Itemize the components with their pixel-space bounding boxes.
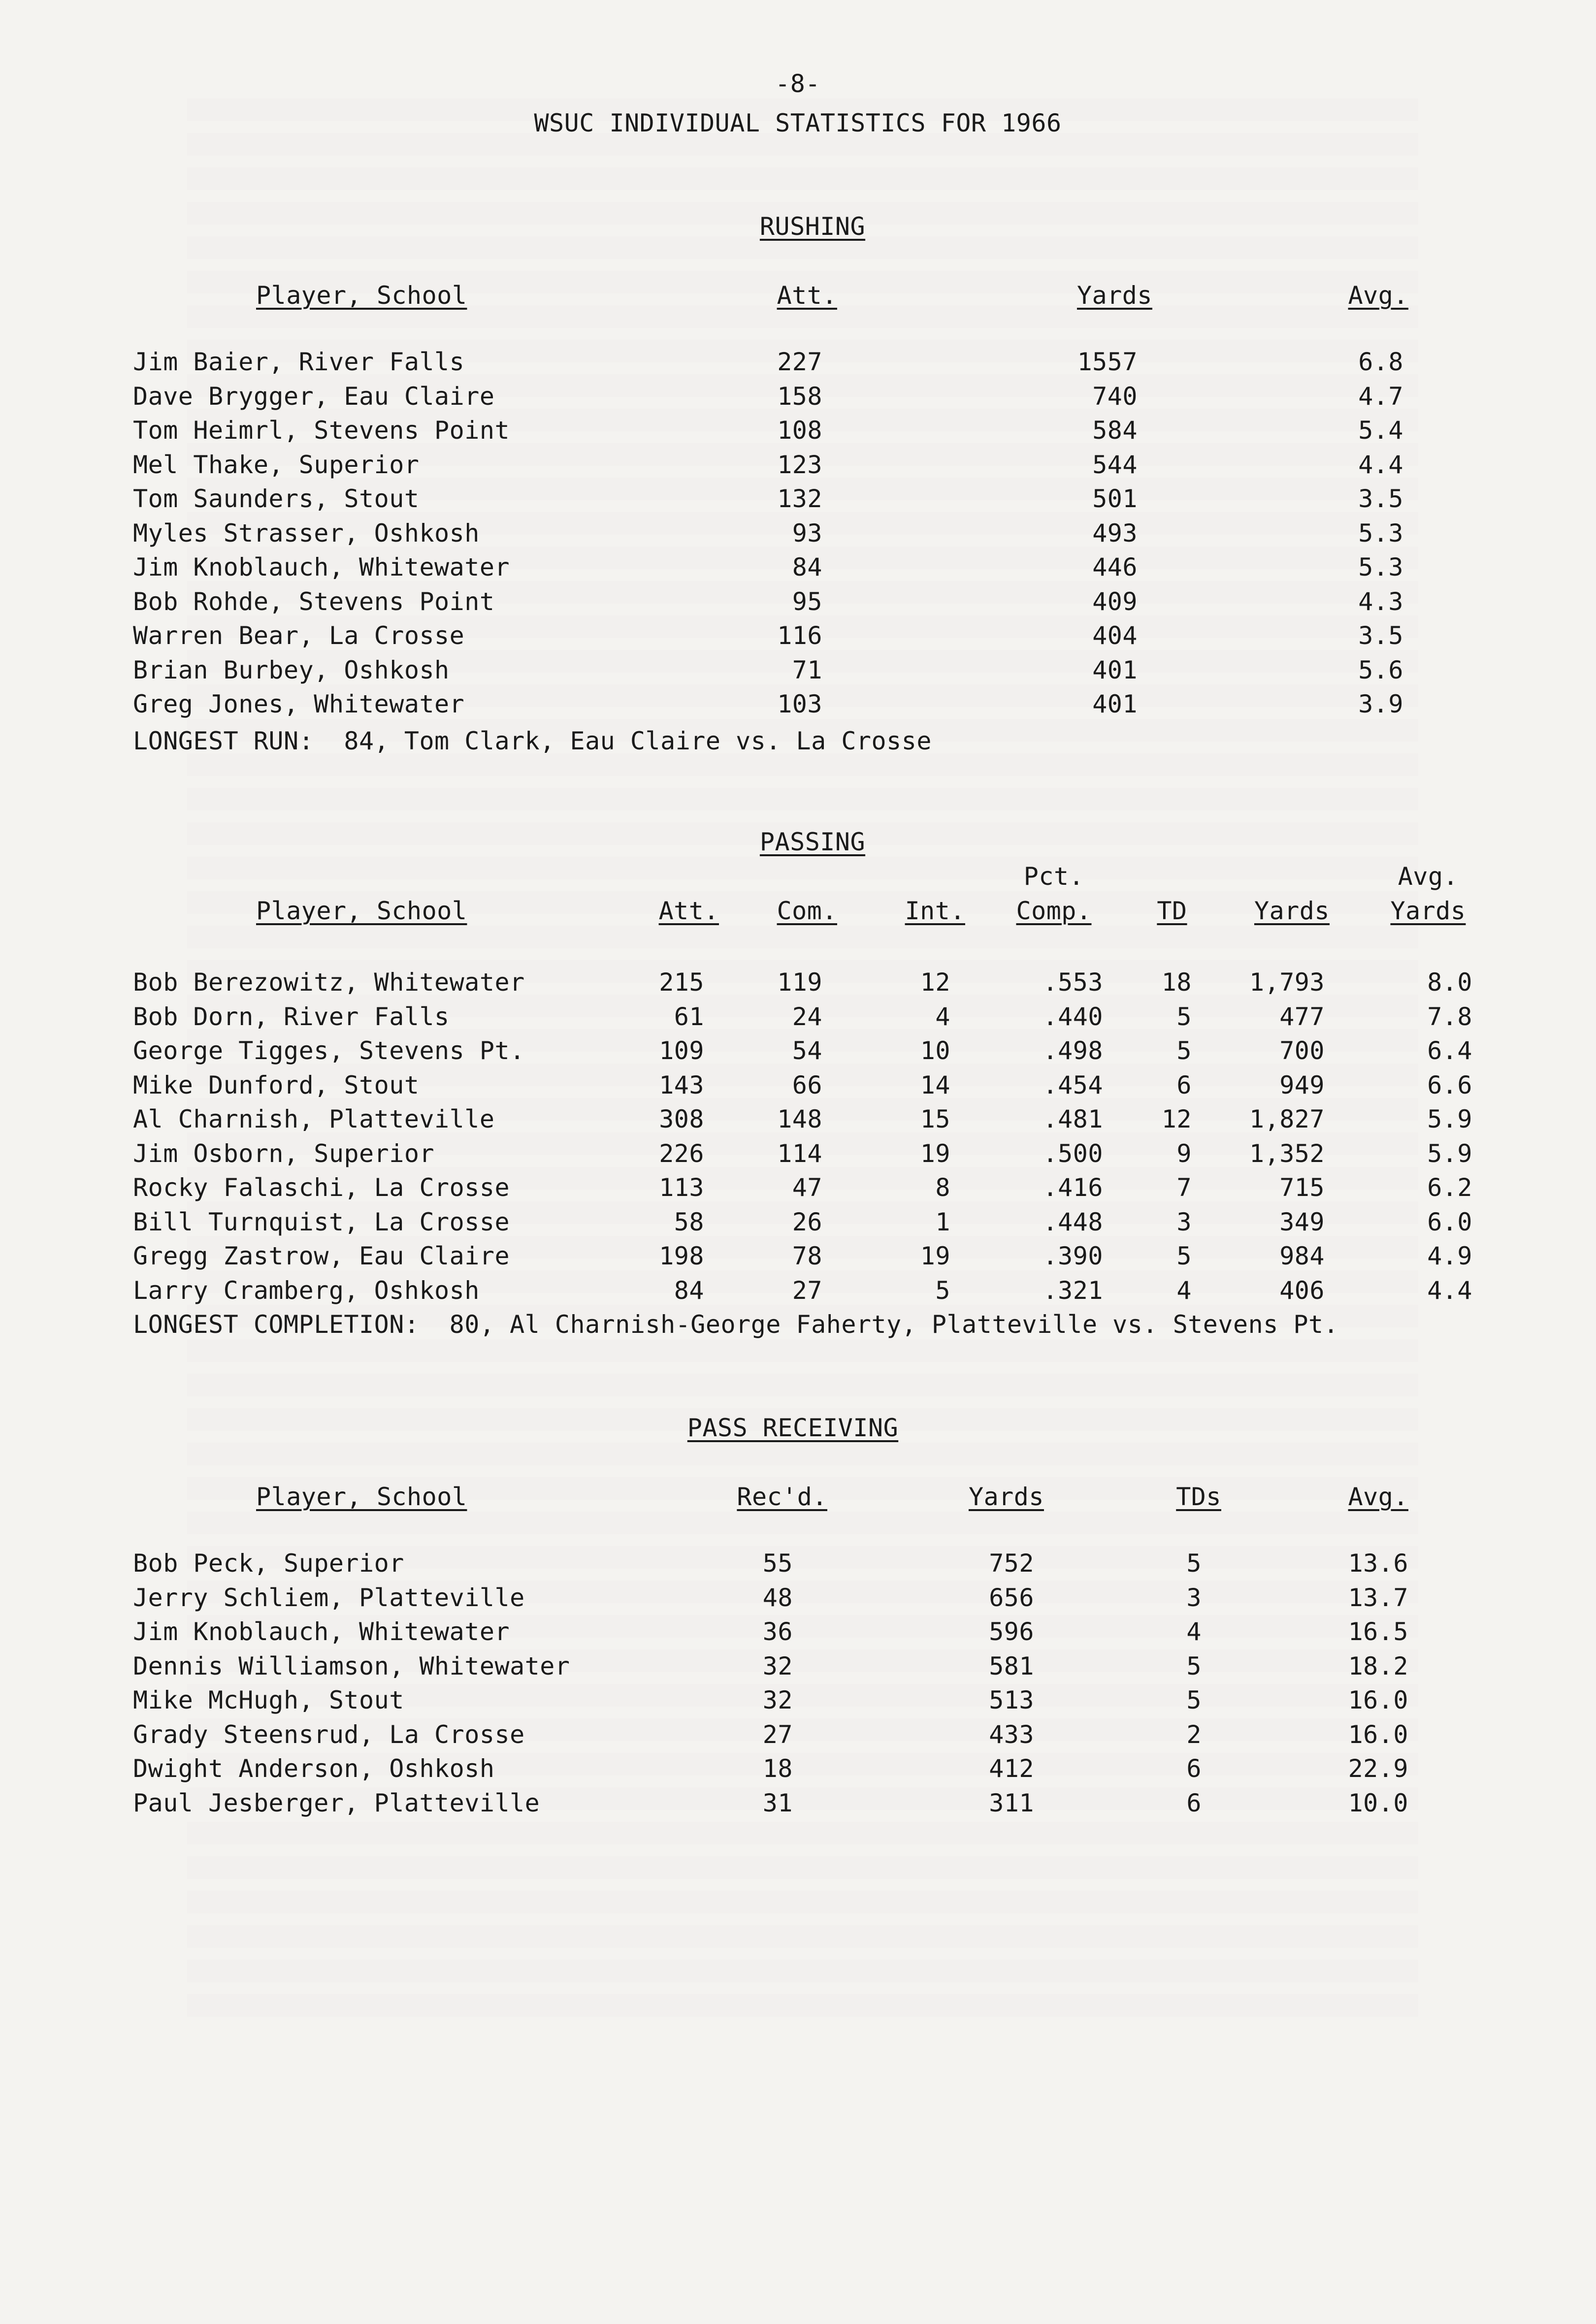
rushing-col-player: Player, School [256,281,467,310]
rushing-cell-avg: 3.5 [1358,484,1403,513]
passing-cell-avg: 6.2 [1427,1173,1472,1202]
passing-cell-pct: .416 [1042,1173,1103,1202]
passing-cell-td: 4 [1176,1276,1192,1305]
passing-cell-att: 84 [674,1276,704,1305]
receiving-cell-tds: 5 [1186,1651,1202,1680]
passing-col-yards: Yards [1254,897,1330,925]
passing-cell-pct: .321 [1042,1276,1103,1305]
passing-row-player: Larry Cramberg, Oshkosh [133,1276,480,1305]
receiving-cell-avg: 22.9 [1348,1754,1408,1783]
passing-cell-td: 12 [1161,1105,1192,1133]
rushing-row-player: Tom Heimrl, Stevens Point [133,416,510,445]
passing-cell-com: 78 [792,1242,822,1270]
passing-cell-yards: 477 [1279,1002,1325,1031]
receiving-cell-tds: 5 [1186,1686,1202,1714]
receiving-cell-yards: 412 [989,1754,1034,1783]
receiving-col-yards: Yards [968,1483,1044,1511]
receiving-row-player: Grady Steensrud, La Crosse [133,1720,525,1749]
rushing-row-player: Brian Burbey, Oshkosh [133,655,450,684]
passing-col-pct-bottom: Comp. [1016,897,1092,925]
passing-row-player: Bob Dorn, River Falls [133,1002,450,1031]
receiving-heading: PASS RECEIVING [687,1414,899,1442]
rushing-heading: RUSHING [759,212,866,241]
passing-cell-att: 215 [659,968,704,997]
rushing-cell-att: 103 [777,690,822,718]
rushing-cell-avg: 4.4 [1358,450,1403,479]
passing-cell-int: 14 [920,1070,950,1099]
passing-col-pct-top: Pct. [1023,862,1084,891]
passing-cell-avg: 4.4 [1427,1276,1472,1305]
passing-cell-pct: .498 [1042,1036,1103,1065]
rushing-cell-avg: 3.9 [1358,690,1403,718]
passing-col-player: Player, School [256,897,467,925]
rushing-cell-yards: 1557 [1077,348,1138,376]
receiving-col-player: Player, School [256,1483,467,1511]
passing-cell-com: 54 [792,1036,822,1065]
rushing-cell-yards: 404 [1092,621,1138,650]
receiving-cell-tds: 5 [1186,1549,1202,1578]
rushing-cell-yards: 544 [1092,450,1138,479]
passing-row-player: Rocky Falaschi, La Crosse [133,1173,510,1202]
rushing-cell-att: 71 [792,655,822,684]
rushing-row-player: Dave Brygger, Eau Claire [133,382,495,411]
rushing-cell-att: 116 [777,621,822,650]
passing-cell-com: 24 [792,1002,822,1031]
rushing-cell-avg: 5.4 [1358,416,1403,445]
passing-cell-avg: 5.9 [1427,1105,1472,1133]
passing-cell-avg: 6.0 [1427,1207,1472,1236]
passing-cell-pct: .553 [1042,968,1103,997]
passing-cell-td: 3 [1176,1207,1192,1236]
rushing-row-player: Tom Saunders, Stout [133,484,420,513]
passing-cell-pct: .448 [1042,1207,1103,1236]
receiving-cell-avg: 18.2 [1348,1651,1408,1680]
passing-cell-pct: .454 [1042,1070,1103,1099]
receiving-cell-avg: 10.0 [1348,1788,1408,1817]
receiving-row-player: Mike McHugh, Stout [133,1686,404,1714]
passing-cell-com: 27 [792,1276,822,1305]
receiving-row-player: Jerry Schliem, Platteville [133,1583,525,1612]
passing-col-avg-bottom: Yards [1390,897,1466,925]
passing-cell-avg: 5.9 [1427,1139,1472,1168]
passing-cell-att: 113 [659,1173,704,1202]
passing-cell-com: 66 [792,1070,822,1099]
passing-cell-td: 9 [1176,1139,1192,1168]
passing-row-player: Al Charnish, Platteville [133,1105,495,1133]
passing-col-int: Int. [905,897,965,925]
passing-cell-att: 61 [674,1002,704,1031]
receiving-cell-avg: 13.6 [1348,1549,1408,1578]
receiving-cell-yards: 311 [989,1788,1034,1817]
receiving-cell-yards: 433 [989,1720,1034,1749]
rushing-row-player: Jim Knoblauch, Whitewater [133,553,510,581]
receiving-cell-avg: 16.0 [1348,1686,1408,1714]
passing-cell-yards: 1,793 [1249,968,1325,997]
passing-cell-avg: 6.6 [1427,1070,1472,1099]
rushing-cell-att: 132 [777,484,822,513]
passing-cell-com: 26 [792,1207,822,1236]
receiving-row-player: Dwight Anderson, Oshkosh [133,1754,495,1783]
passing-cell-int: 15 [920,1105,950,1133]
passing-cell-com: 148 [777,1105,822,1133]
passing-cell-yards: 700 [1279,1036,1325,1065]
rushing-cell-yards: 401 [1092,690,1138,718]
passing-cell-avg: 6.4 [1427,1036,1472,1065]
rushing-col-yards: Yards [1076,281,1152,310]
receiving-cell-recd: 32 [762,1651,793,1680]
passing-longest: LONGEST COMPLETION: 80, Al Charnish-George Faherty, Platteville vs. Stevens Pt. [133,1310,1339,1339]
passing-cell-int: 1 [935,1207,950,1236]
receiving-cell-tds: 3 [1186,1583,1202,1612]
passing-cell-td: 18 [1161,968,1192,997]
rushing-cell-avg: 4.3 [1358,587,1403,616]
receiving-row-player: Bob Peck, Superior [133,1549,404,1578]
receiving-cell-avg: 13.7 [1348,1583,1408,1612]
passing-col-td: TD [1157,897,1187,925]
receiving-col-recd: Rec'd. [737,1483,827,1511]
passing-cell-avg: 7.8 [1427,1002,1472,1031]
passing-cell-att: 198 [659,1242,704,1270]
page-title: WSUC INDIVIDUAL STATISTICS FOR 1966 [534,109,1062,137]
passing-cell-att: 109 [659,1036,704,1065]
receiving-cell-yards: 656 [989,1583,1034,1612]
passing-cell-att: 58 [674,1207,704,1236]
rushing-cell-yards: 493 [1092,518,1138,548]
passing-cell-avg: 8.0 [1427,968,1472,997]
passing-cell-yards: 1,827 [1249,1105,1325,1133]
receiving-cell-recd: 32 [762,1686,793,1714]
receiving-cell-tds: 6 [1186,1754,1202,1783]
passing-cell-td: 5 [1176,1002,1192,1031]
rushing-cell-att: 227 [777,348,822,376]
receiving-cell-recd: 55 [762,1549,793,1578]
receiving-col-tds: TDs [1176,1483,1221,1511]
rushing-row-player: Bob Rohde, Stevens Point [133,587,495,616]
rushing-row-player: Myles Strasser, Oshkosh [133,518,480,548]
rushing-cell-yards: 501 [1092,484,1138,513]
passing-col-com: Com. [777,897,837,925]
passing-row-player: Bill Turnquist, La Crosse [133,1207,510,1236]
rushing-cell-att: 84 [792,553,822,581]
receiving-row-player: Jim Knoblauch, Whitewater [133,1617,510,1646]
rushing-cell-att: 123 [777,450,822,479]
passing-cell-pct: .481 [1042,1105,1103,1133]
passing-cell-yards: 1,352 [1249,1139,1325,1168]
rushing-cell-yards: 446 [1092,553,1138,581]
rushing-cell-yards: 740 [1092,382,1138,411]
rushing-cell-yards: 401 [1092,655,1138,684]
passing-cell-att: 226 [659,1139,704,1168]
rushing-row-player: Jim Baier, River Falls [133,348,465,376]
passing-cell-yards: 949 [1279,1070,1325,1099]
receiving-row-player: Dennis Williamson, Whitewater [133,1651,570,1680]
rushing-cell-avg: 4.7 [1358,382,1403,411]
receiving-row-player: Paul Jesberger, Platteville [133,1788,540,1817]
rushing-cell-yards: 409 [1092,587,1138,616]
passing-heading: PASSING [759,828,866,856]
receiving-cell-recd: 18 [762,1754,793,1783]
rushing-cell-avg: 3.5 [1358,621,1403,650]
rushing-cell-att: 108 [777,416,822,445]
receiving-cell-tds: 6 [1186,1788,1202,1817]
passing-cell-int: 10 [920,1036,950,1065]
receiving-cell-avg: 16.5 [1348,1617,1408,1646]
rushing-col-avg: Avg. [1348,281,1408,310]
passing-row-player: Jim Osborn, Superior [133,1139,435,1168]
receiving-cell-yards: 513 [989,1686,1034,1714]
passing-row-player: Gregg Zastrow, Eau Claire [133,1242,510,1270]
rushing-cell-att: 95 [792,587,822,616]
passing-row-player: Bob Berezowitz, Whitewater [133,968,525,997]
rushing-cell-avg: 6.8 [1358,348,1403,376]
passing-cell-pct: .390 [1042,1242,1103,1270]
rushing-row-player: Warren Bear, La Crosse [133,621,465,650]
receiving-cell-tds: 4 [1186,1617,1202,1646]
rushing-cell-att: 93 [792,518,822,548]
page-number: -8- [775,69,820,98]
passing-cell-com: 47 [792,1173,822,1202]
passing-cell-td: 5 [1176,1242,1192,1270]
passing-col-avg-top: Avg. [1398,862,1459,891]
passing-cell-int: 8 [935,1173,950,1202]
receiving-cell-avg: 16.0 [1348,1720,1408,1749]
receiving-cell-recd: 48 [762,1583,793,1612]
receiving-cell-tds: 2 [1186,1720,1202,1749]
rushing-cell-yards: 584 [1092,416,1138,445]
receiving-cell-yards: 581 [989,1651,1034,1680]
receiving-cell-yards: 752 [989,1549,1034,1578]
passing-cell-int: 5 [935,1276,950,1305]
passing-row-player: Mike Dunford, Stout [133,1070,420,1099]
rushing-cell-att: 158 [777,382,822,411]
rushing-row-player: Greg Jones, Whitewater [133,690,465,718]
passing-cell-pct: .440 [1042,1002,1103,1031]
rushing-row-player: Mel Thake, Superior [133,450,420,479]
passing-cell-yards: 984 [1279,1242,1325,1270]
passing-cell-int: 12 [920,968,950,997]
passing-cell-td: 7 [1176,1173,1192,1202]
passing-cell-pct: .500 [1042,1139,1103,1168]
passing-cell-int: 4 [935,1002,950,1031]
passing-cell-avg: 4.9 [1427,1242,1472,1270]
passing-cell-int: 19 [920,1242,950,1270]
passing-cell-td: 6 [1176,1070,1192,1099]
passing-col-att: Att. [658,897,719,925]
passing-cell-att: 308 [659,1105,704,1133]
receiving-cell-recd: 36 [762,1617,793,1646]
receiving-cell-recd: 27 [762,1720,793,1749]
rushing-cell-avg: 5.6 [1358,655,1403,684]
passing-cell-yards: 715 [1279,1173,1325,1202]
receiving-cell-recd: 31 [762,1788,793,1817]
passing-cell-yards: 349 [1279,1207,1325,1236]
rushing-cell-avg: 5.3 [1358,553,1403,581]
passing-row-player: George Tigges, Stevens Pt. [133,1036,525,1065]
passing-cell-yards: 406 [1279,1276,1325,1305]
passing-cell-att: 143 [659,1070,704,1099]
rushing-col-att: Att. [777,281,837,310]
passing-cell-int: 19 [920,1139,950,1168]
passing-cell-com: 119 [777,968,822,997]
receiving-cell-yards: 596 [989,1617,1034,1646]
receiving-col-avg: Avg. [1348,1483,1408,1511]
rushing-cell-avg: 5.3 [1358,518,1403,548]
passing-cell-td: 5 [1176,1036,1192,1065]
passing-cell-com: 114 [777,1139,822,1168]
rushing-longest: LONGEST RUN: 84, Tom Clark, Eau Claire vs. La Crosse [133,727,932,755]
